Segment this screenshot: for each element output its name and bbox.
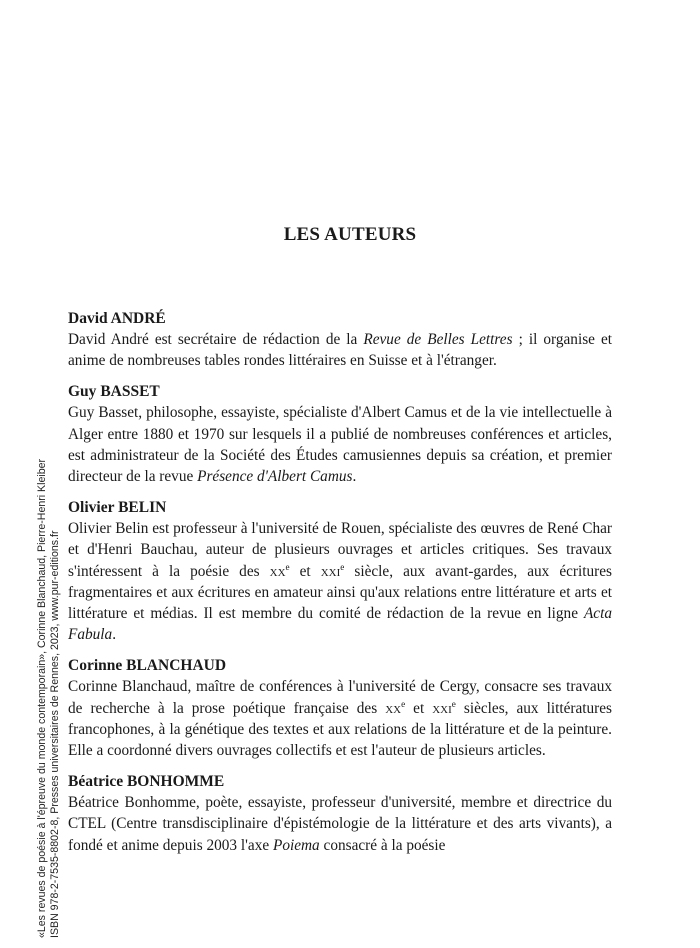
- author-entry-blanchaud: [68, 655, 612, 761]
- bio-text: et: [405, 699, 433, 717]
- author-entry-bonhomme: [68, 771, 612, 856]
- author-bio: [68, 792, 612, 856]
- author-first-name: David: [68, 310, 108, 327]
- side-note-line-2: ISBN 978-2-7535-8802-8, Presses universitaires de Rennes, 2023, www.pur-editions.fr: [49, 530, 61, 938]
- bio-text: David André est secrétaire de rédaction de la: [68, 331, 364, 348]
- bio-text: .: [112, 626, 117, 644]
- author-first-name: Béatrice: [68, 773, 124, 791]
- century-numeral: xxi: [432, 699, 452, 717]
- bio-text: siècles, aux littératures francophones, à la génétique des textes et aux relations de la littérature et de la peinture. Elle a coordonné divers ouvrages collectifs et est l'auteur de plusieurs articles.: [68, 699, 612, 760]
- century-numeral: xxi: [320, 562, 341, 580]
- bio-text: .: [352, 468, 357, 486]
- author-last-name: BASSET: [100, 383, 160, 401]
- author-name: [68, 497, 612, 518]
- author-name: [68, 655, 612, 676]
- bio-italic-title: Revue de Belles Lettres: [363, 331, 513, 348]
- author-last-name: BELIN: [118, 499, 167, 517]
- bio-italic-title: Acta Fabula: [68, 605, 612, 644]
- author-bio: [68, 676, 612, 761]
- century-superscript: e: [401, 698, 406, 709]
- bio-text: et: [289, 562, 321, 580]
- author-bio: [68, 518, 612, 645]
- author-entry-andre: [68, 308, 612, 371]
- author-first-name: Corinne: [68, 657, 123, 675]
- author-last-name: BLANCHAUD: [126, 657, 227, 675]
- author-bio: [68, 329, 612, 371]
- author-first-name: Olivier: [68, 499, 115, 517]
- author-name: [68, 381, 612, 402]
- century-superscript: e: [340, 561, 345, 572]
- copyright-side-note: [36, 418, 62, 938]
- bio-text: Corinne Blanchaud, maître de conférences à l'université de Cergy, consacre ses travaux de recherche à la prose poétique française des: [68, 678, 612, 717]
- century-superscript: e: [451, 698, 456, 709]
- bio-text: Béatrice Bonhomme, poète, essayiste, professeur d'université, membre et directrice du CTEL (Centre transdisciplinaire d'épistémologie de la littérature et des arts vivants), a fondé et anime depuis 2003 l'axe: [68, 794, 612, 854]
- bio-italic-title: Présence d'Albert Camus: [197, 468, 353, 486]
- century-superscript: e: [285, 561, 290, 572]
- author-name: [68, 308, 612, 329]
- bio-text: siècle, aux avant-gardes, aux écritures fragmentaires et aux écritures en amateur ainsi qu'aux relations entre littérature et arts et littérature et médias. Il est membre du comité de rédaction de la revue en ligne: [68, 562, 612, 623]
- bio-italic-title: Poiema: [272, 836, 320, 854]
- author-first-name: Guy: [68, 383, 97, 401]
- author-last-name: ANDRÉ: [110, 310, 166, 327]
- page-title: LES AUTEURS: [283, 224, 417, 245]
- bio-text: Guy Basset, philosophe, essayiste, spécialiste d'Albert Camus et de la vie intellectuelle à Alger entre 1880 et 1970 sur lesquels il a publié de nombreuses conférences et articles, est administrateur de la Société des Études camusiennes depuis sa création, et premier directeur de la revue: [68, 404, 612, 486]
- author-bio: [68, 402, 612, 487]
- bio-text: Olivier Belin est professeur à l'université de Rouen, spécialiste des œuvres de René Char et d'Henri Bauchau, auteur de plusieurs ouvrages et articles critiques. Ses travaux s'intéressent à la poésie des: [68, 520, 612, 580]
- author-name: [68, 771, 612, 792]
- authors-list: [68, 308, 612, 866]
- author-entry-basset: [68, 381, 612, 487]
- side-note-line-1: «Les revues de poésie à l'épreuve du monde contemporain», Corinne Blanchaud, Pierre-Henri Kleiber: [36, 458, 48, 938]
- bio-text: consacré à la poésie: [319, 836, 446, 854]
- bio-text: ; il organise et anime de nombreuses tables rondes littéraires en Suisse et à l'étranger.: [68, 331, 612, 370]
- author-last-name: BONHOMME: [126, 773, 225, 791]
- century-numeral: xx: [269, 562, 286, 580]
- author-entry-belin: [68, 497, 612, 645]
- century-numeral: xx: [385, 699, 402, 717]
